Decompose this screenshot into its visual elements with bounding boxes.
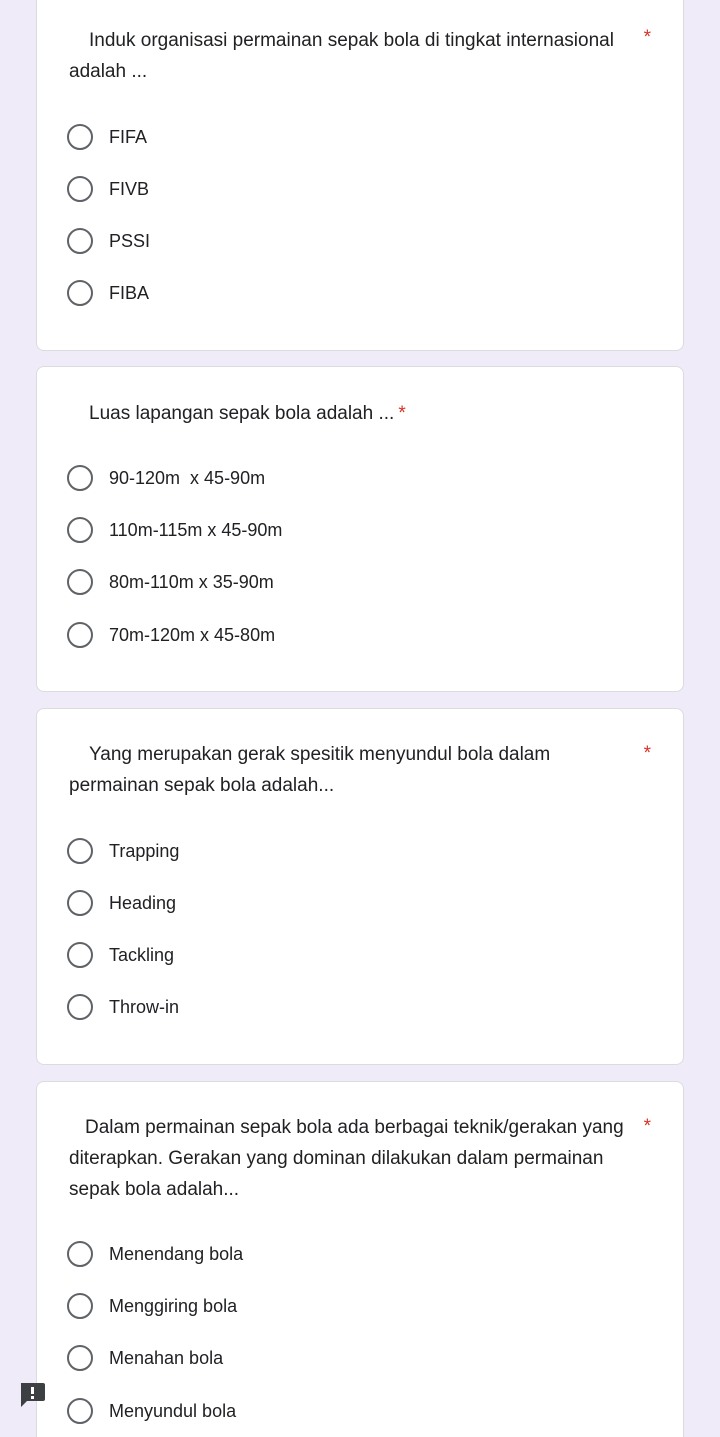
question-text: Induk organisasi permainan sepak bola di tingkat internasional adalah ... — [69, 30, 614, 82]
radio-button[interactable] — [67, 1241, 93, 1267]
radio-button[interactable] — [67, 1398, 93, 1424]
radio-button[interactable] — [67, 517, 93, 543]
radio-button[interactable] — [67, 942, 93, 968]
option-label: 80m-110m x 35-90m — [109, 571, 274, 592]
required-asterisk: * — [643, 1116, 651, 1137]
radio-button[interactable] — [67, 124, 93, 150]
radio-button[interactable] — [67, 569, 93, 595]
option-label: 110m-115m x 45-90m — [109, 519, 283, 540]
radio-button[interactable] — [67, 228, 93, 254]
option-label: Trapping — [109, 840, 180, 861]
question-text: Luas lapangan sepak bola adalah ... — [89, 403, 395, 424]
question-title — [69, 398, 629, 429]
question-card-1 — [36, 0, 684, 351]
option-label: FIFA — [109, 126, 148, 147]
option-label: Throw-in — [109, 996, 180, 1017]
radio-button[interactable] — [67, 890, 93, 916]
required-asterisk: * — [643, 743, 651, 764]
question-card-3 — [36, 708, 684, 1065]
option-label: 90-120m x 45-90m — [109, 467, 266, 488]
question-title — [69, 739, 629, 801]
question-title — [69, 25, 629, 87]
question-text: Yang merupakan gerak spesitik menyundul bola dalam permainan sepak bola adalah... — [69, 744, 551, 796]
option-fivb[interactable] — [67, 174, 149, 204]
option-heading[interactable] — [67, 888, 176, 918]
option-tackling[interactable] — [67, 940, 174, 970]
question-card-2 — [36, 366, 684, 692]
option-label: Menyundul bola — [109, 1400, 237, 1421]
option-fifa[interactable] — [67, 122, 147, 152]
radio-button[interactable] — [67, 1293, 93, 1319]
option-trapping[interactable] — [67, 836, 179, 866]
option-label: Menggiring bola — [109, 1295, 238, 1316]
required-asterisk: * — [398, 403, 406, 424]
question-title — [69, 1112, 629, 1205]
option-label: FIBA — [109, 282, 150, 303]
option-label: 70m-120m x 45-80m — [109, 624, 276, 645]
option-label: Heading — [109, 892, 177, 913]
report-problem-icon[interactable] — [18, 1382, 46, 1408]
option-label: Menendang bola — [109, 1243, 244, 1264]
option-label: Tackling — [109, 944, 175, 965]
radio-button[interactable] — [67, 1345, 93, 1371]
radio-button[interactable] — [67, 465, 93, 491]
option-fiba[interactable] — [67, 278, 149, 308]
option-pssi[interactable] — [67, 226, 150, 256]
option-menyundul-bola[interactable] — [67, 1396, 236, 1426]
question-card-4 — [36, 1081, 684, 1437]
option-label: Menahan bola — [109, 1347, 224, 1368]
option-menggiring-bola[interactable] — [67, 1291, 237, 1321]
radio-button[interactable] — [67, 280, 93, 306]
option-menendang-bola[interactable] — [67, 1239, 243, 1269]
option-menahan-bola[interactable] — [67, 1343, 223, 1373]
option-70m-120m[interactable] — [67, 620, 275, 650]
option-label: PSSI — [109, 230, 151, 251]
option-label: FIVB — [109, 178, 150, 199]
required-asterisk: * — [643, 27, 651, 48]
option-80m-110m[interactable] — [67, 567, 274, 597]
radio-button[interactable] — [67, 176, 93, 202]
option-90-120m[interactable] — [67, 463, 265, 493]
radio-button[interactable] — [67, 838, 93, 864]
option-throw-in[interactable] — [67, 992, 179, 1022]
question-text: Dalam permainan sepak bola ada berbagai teknik/gerakan yang diterapkan. Gerakan yang dominan dilakukan dalam permainan sepak bola adalah... — [69, 1117, 624, 1200]
radio-button[interactable] — [67, 994, 93, 1020]
option-110m-115m[interactable] — [67, 515, 282, 545]
radio-button[interactable] — [67, 622, 93, 648]
